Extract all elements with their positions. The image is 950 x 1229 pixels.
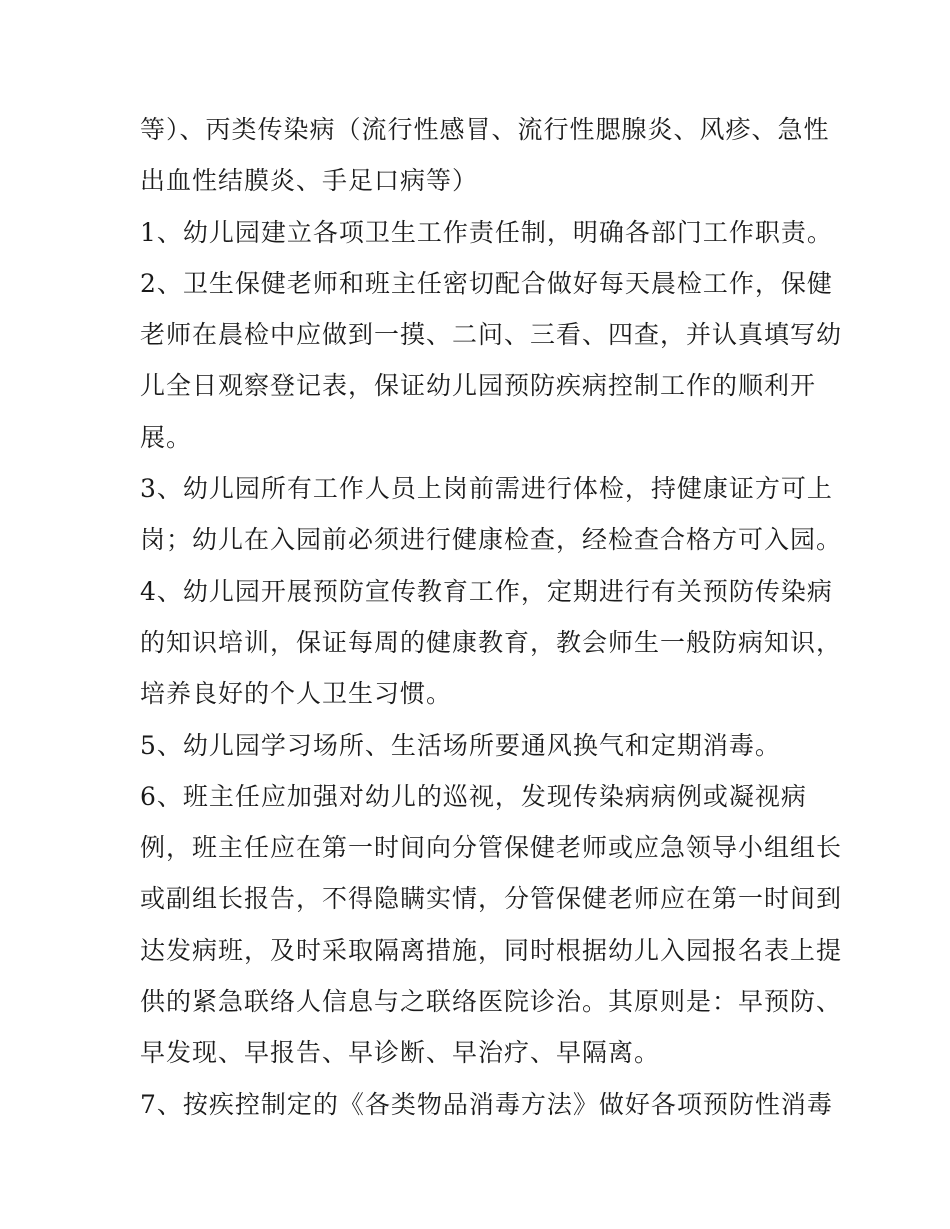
text-line-6: 儿全日观察登记表，保证幼儿园预防疾病控制工作的顺利开 (140, 371, 817, 401)
text-line-16: 或副组长报告，不得隐瞒实情，分管保健老师应在第一时间到 (140, 884, 843, 914)
text-line-20: 7、按疾控制定的《各类物品消毒方法》做好各项预防性消毒 (140, 1089, 833, 1119)
text-line-8: 3、幼儿园所有工作人员上岗前需进行体检，持健康证方可上 (140, 474, 833, 504)
text-line-2: 出血性结膜炎、手足口病等） (140, 166, 479, 196)
text-line-3: 1、幼儿园建立各项卫生工作责任制，明确各部门工作职责。 (140, 217, 833, 247)
text-line-13: 5、幼儿园学习场所、生活场所要通风换气和定期消毒。 (140, 730, 781, 760)
text-line-10: 4、幼儿园开展预防宣传教育工作，定期进行有关预防传染病 (140, 576, 833, 606)
text-line-12: 培养良好的个人卫生习惯。 (140, 679, 453, 709)
text-line-9: 岗；幼儿在入园前必须进行健康检查，经检查合格方可入园。 (140, 525, 843, 555)
text-line-7: 展。 (140, 422, 193, 452)
text-line-4: 2、卫生保健老师和班主任密切配合做好每天晨检工作，保健 (140, 268, 833, 298)
text-line-19: 早发现、早报告、早诊断、早治疗、早隔离。 (140, 1038, 661, 1068)
text-line-18: 供的紧急联络人信息与之联络医院诊治。其原则是：早预防、 (140, 987, 843, 1017)
text-line-17: 达发病班，及时采取隔离措施，同时根据幼儿入园报名表上提 (140, 935, 843, 965)
text-line-5: 老师在晨检中应做到一摸、二问、三看、四查，并认真填写幼 (140, 320, 843, 350)
text-line-14: 6、班主任应加强对幼儿的巡视，发现传染病病例或凝视病 (140, 781, 807, 811)
text-line-11: 的知识培训，保证每周的健康教育，教会师生一般防病知识， (140, 627, 843, 657)
document-body (140, 104, 843, 1130)
text-line-1: 等）、丙类传染病（流行性感冒、流行性腮腺炎、风疹、急性 (140, 115, 830, 144)
text-line-15: 例，班主任应在第一时间向分管保健老师或应急领导小组组长 (140, 833, 843, 863)
